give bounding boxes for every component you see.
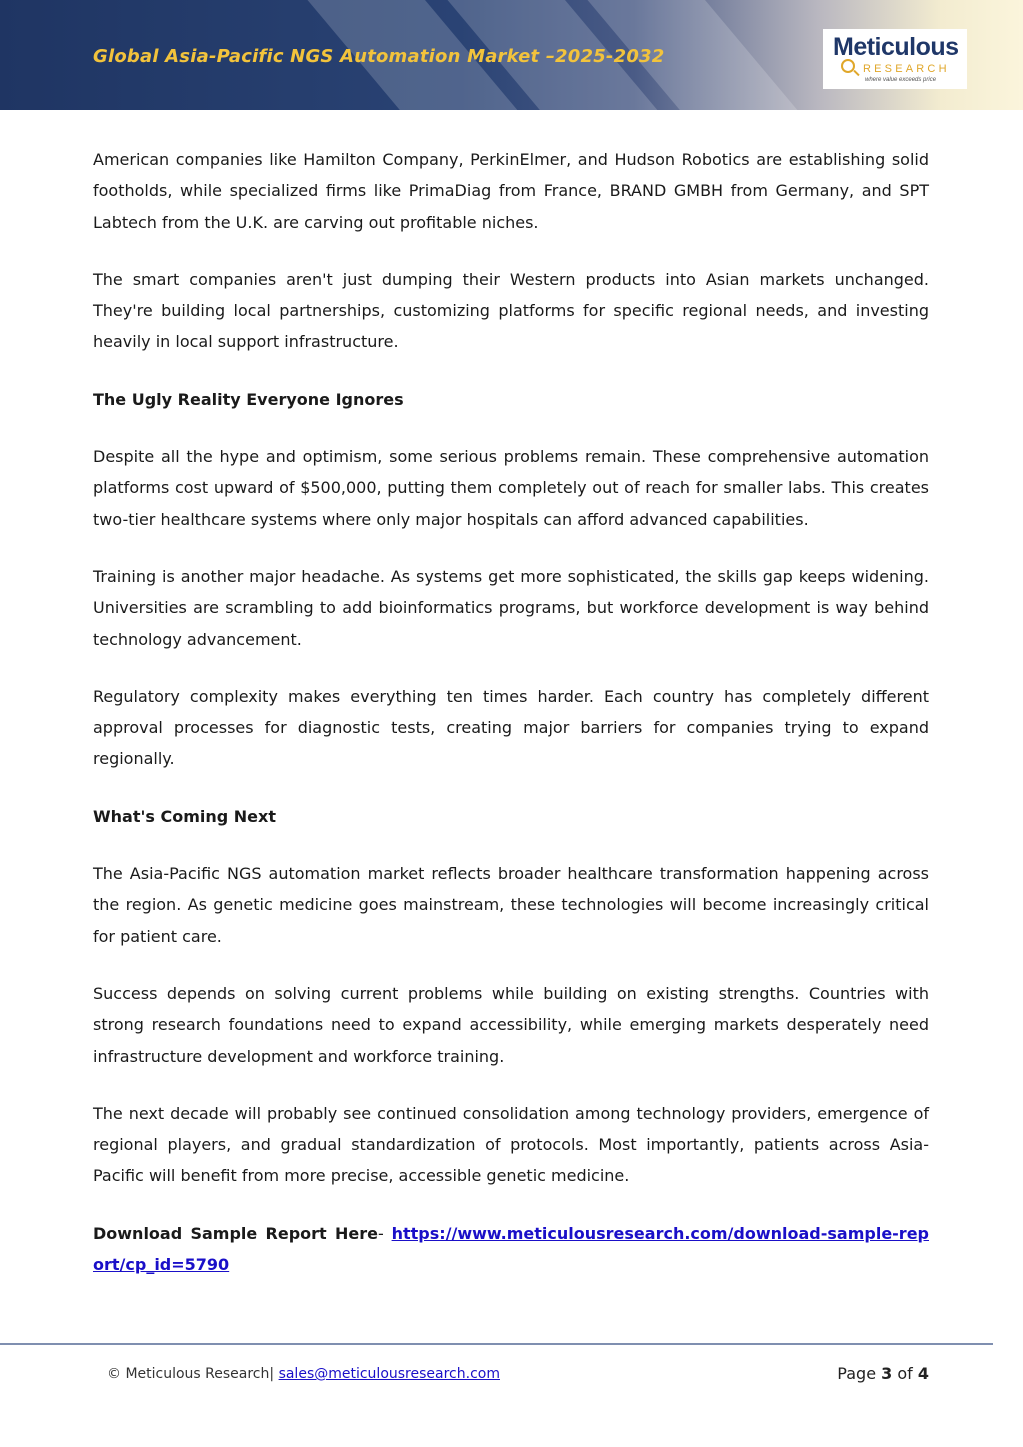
section-heading: The Ugly Reality Everyone Ignores: [93, 389, 404, 409]
page-number: [837, 1364, 929, 1383]
document-title: Global Asia-Pacific NGS Automation Market –2025-2032: [93, 46, 665, 67]
download-sample-link[interactable]: https://www.meticulousresearch.com/download-sample-report/cp_id=5790: [93, 1223, 929, 1275]
download-line: [93, 1218, 929, 1281]
page-total: 4: [917, 1364, 929, 1383]
download-label: Download Sample Report Here: [93, 1223, 378, 1243]
logo-sub: RESEARCH: [863, 63, 950, 75]
paragraph: Training is another major headache. As systems get more sophisticated, the skills gap keeps widening. Universities are scrambling to add bioinformatics programs, but workforce development is way behind technology advancement.: [93, 566, 929, 649]
logo-word: Meticulous: [833, 33, 959, 61]
paragraph: Success depends on solving current problems while building on existing strengths. Countries with strong research foundations need to expand accessibility, while emerging markets desperately need infrastructure development and workforce training.: [93, 983, 929, 1066]
magnifier-icon: [841, 59, 855, 73]
paragraph: The next decade will probably see continued consolidation among technology providers, emergence of regional players, and gradual standardization of protocols. Most importantly, patients across Asia-Pacific will benefit from more precise, accessible genetic medicine.: [93, 1103, 929, 1186]
page-of: of: [892, 1364, 918, 1383]
logo-tagline: where value exceeds price: [865, 77, 937, 83]
paragraph: Despite all the hype and optimism, some serious problems remain. These comprehensive automation platforms cost upward of $500,000, putting them completely out of reach for smaller labs. This creates two-tier healthcare systems where only major hospitals can afford advanced capabilities.: [93, 447, 929, 529]
copyright-text: © Meticulous Research|: [107, 1366, 279, 1382]
footer-divider: [0, 1343, 993, 1345]
meticulous-research-logo: [823, 29, 967, 89]
paragraph: The Asia-Pacific NGS automation market reflects broader healthcare transformation happening across the region. As genetic medicine goes mainstream, these technologies will become increasingly critical for patient care.: [93, 864, 929, 946]
document-body: [93, 144, 929, 1306]
page-header: [0, 0, 1023, 110]
sales-email-link[interactable]: sales@meticulousresearch.com: [278, 1366, 500, 1382]
paragraph: The smart companies aren't just dumping their Western products into Asian markets unchanged. They're building local partnerships, customizing platforms for specific regional needs, and investing heavily in local support infrastructure.: [93, 269, 929, 352]
page-current: 3: [881, 1364, 893, 1383]
footer-copyright: [107, 1366, 500, 1382]
paragraph: American companies like Hamilton Company, PerkinElmer, and Hudson Robotics are establishing solid footholds, while specialized firms like PrimaDiag from France, BRAND GMBH from Germany, and SPT Labtech from the U.K. are carving out profitable niches.: [93, 150, 929, 232]
page-prefix: Page: [837, 1364, 882, 1383]
section-heading: What's Coming Next: [93, 806, 276, 826]
paragraph: Regulatory complexity makes everything ten times harder. Each country has completely different approval processes for diagnostic tests, creating major barriers for companies trying to expand regionally.: [93, 686, 929, 769]
download-separator: -: [377, 1223, 392, 1243]
